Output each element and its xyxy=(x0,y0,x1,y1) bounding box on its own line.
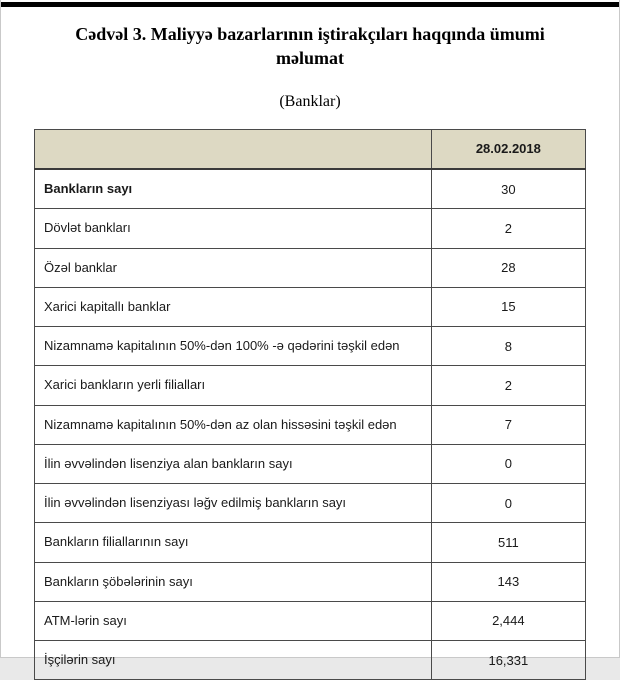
row-value: 28 xyxy=(431,248,585,287)
row-label: İlin əvvəlindən lisenziyası ləğv edilmiş bankların sayı xyxy=(35,484,432,523)
table-row xyxy=(35,641,586,680)
row-label: ATM-lərin sayı xyxy=(35,601,432,640)
table-row xyxy=(35,366,586,405)
top-border-bar xyxy=(1,2,619,7)
page-subtitle: (Banklar) xyxy=(279,92,341,110)
row-label: Özəl banklar xyxy=(35,248,432,287)
row-value: 2 xyxy=(431,366,585,405)
table-row xyxy=(35,327,586,366)
table-container xyxy=(1,111,619,680)
row-label: İşçilərin sayı xyxy=(35,641,432,680)
table-row xyxy=(35,209,586,248)
row-value: 7 xyxy=(431,405,585,444)
row-value: 511 xyxy=(431,523,585,562)
header-label-cell xyxy=(35,129,432,169)
table-header-row xyxy=(35,129,586,169)
row-value: 16,331 xyxy=(431,641,585,680)
row-value: 2,444 xyxy=(431,601,585,640)
table-body xyxy=(35,169,586,680)
row-value: 8 xyxy=(431,327,585,366)
banks-statistics-table xyxy=(34,129,586,680)
row-label: Bankların filiallarının sayı xyxy=(35,523,432,562)
table-row xyxy=(35,248,586,287)
row-label: Bankların şöbələrinin sayı xyxy=(35,562,432,601)
table-row xyxy=(35,484,586,523)
row-label: Dövlət bankları xyxy=(35,209,432,248)
row-value: 0 xyxy=(431,444,585,483)
row-value: 2 xyxy=(431,209,585,248)
row-value: 15 xyxy=(431,287,585,326)
row-value: 30 xyxy=(431,169,585,209)
row-label: Nizamnamə kapitalının 50%-dən az olan hissəsini təşkil edən xyxy=(35,405,432,444)
row-label: İlin əvvəlindən lisenziya alan bankların sayı xyxy=(35,444,432,483)
row-label: Xarici bankların yerli filialları xyxy=(35,366,432,405)
row-label: Xarici kapitallı banklar xyxy=(35,287,432,326)
row-label: Bankların sayı xyxy=(35,169,432,209)
table-row xyxy=(35,523,586,562)
header-date-cell: 28.02.2018 xyxy=(431,129,585,169)
table-row xyxy=(35,444,586,483)
page-title: Cədvəl 3. Maliyyə bazarlarının iştirakçıları haqqında ümumi məlumat xyxy=(75,24,545,69)
table-row xyxy=(35,169,586,209)
table-row xyxy=(35,562,586,601)
row-value: 143 xyxy=(431,562,585,601)
row-label: Nizamnamə kapitalının 50%-dən 100% -ə qədərini təşkil edən xyxy=(35,327,432,366)
table-row xyxy=(35,405,586,444)
row-value: 0 xyxy=(431,484,585,523)
table-row xyxy=(35,287,586,326)
document-header xyxy=(1,0,619,111)
table-row xyxy=(35,601,586,640)
